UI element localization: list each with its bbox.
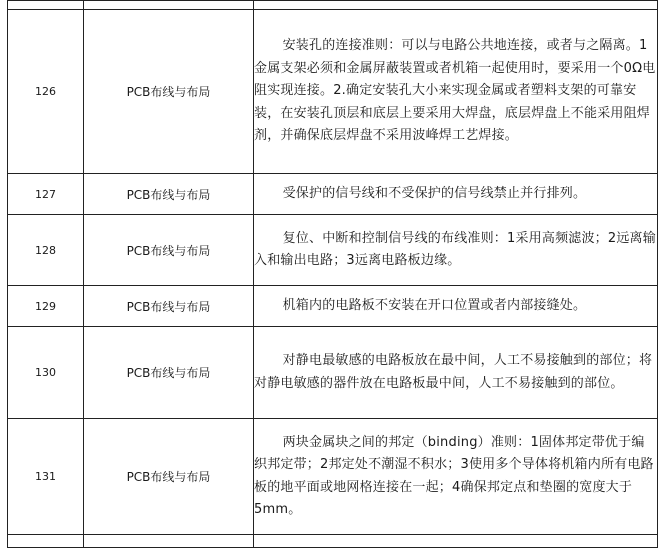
rule-number: 127: [8, 174, 84, 215]
rule-number: 129: [8, 286, 84, 327]
table-row-next-cut-off: [8, 535, 658, 548]
rule-text-cell: [254, 1, 658, 10]
table-row-previous-cut-off: [8, 1, 658, 10]
rule-number: 130: [8, 327, 84, 419]
rule-text-cell: [254, 535, 658, 548]
design-rules-table: [7, 0, 658, 548]
rule-text: 机箱内的电路板不安装在开口位置或者内部接缝处。: [254, 286, 658, 327]
rule-number: 126: [8, 10, 84, 174]
rule-text: 受保护的信号线和不受保护的信号线禁止并行排列。: [254, 174, 658, 215]
table-row: [8, 10, 658, 174]
rule-text: 复位、中断和控制信号线的布线准则：1采用高频滤波；2远离输入和输出电路；3远离电路板边缘。: [254, 215, 658, 286]
rule-text: 两块金属块之间的邦定（binding）准则：1固体邦定带优于编织邦定带；2邦定处不潮湿不积水；3使用多个导体将机箱内所有电路板的地平面或地网格连接在一起；4确保邦定点和垫圈的宽度大于5mm。: [254, 419, 658, 535]
rule-category: PCB布线与布局: [84, 286, 254, 327]
category-cell: [84, 1, 254, 10]
table-row: [8, 174, 658, 215]
rule-text: 安装孔的连接准则：可以与电路公共地连接，或者与之隔离。1金属支架必须和金属屏蔽装置或者机箱一起使用时，要采用一个0Ω电阻实现连接。2.确定安装孔大小来实现金属或者塑料支架的可靠安装，在安装孔顶层和底层上要采用大焊盘，底层焊盘上不能采用阻焊剂，并确保底层焊盘不采用波峰焊工艺焊接。: [254, 10, 658, 174]
rule-number: 131: [8, 419, 84, 535]
table-row: [8, 286, 658, 327]
rule-text: 对静电最敏感的电路板放在最中间，人工不易接触到的部位；将对静电敏感的器件放在电路板最中间，人工不易接触到的部位。: [254, 327, 658, 419]
rule-category: PCB布线与布局: [84, 10, 254, 174]
rule-number: 128: [8, 215, 84, 286]
rule-category: PCB布线与布局: [84, 215, 254, 286]
rule-category: PCB布线与布局: [84, 419, 254, 535]
category-cell: [84, 535, 254, 548]
number-cell: [8, 1, 84, 10]
table-row: [8, 419, 658, 535]
number-cell: [8, 535, 84, 548]
rule-category: PCB布线与布局: [84, 174, 254, 215]
rule-category: PCB布线与布局: [84, 327, 254, 419]
table-row: [8, 215, 658, 286]
table-row: [8, 327, 658, 419]
